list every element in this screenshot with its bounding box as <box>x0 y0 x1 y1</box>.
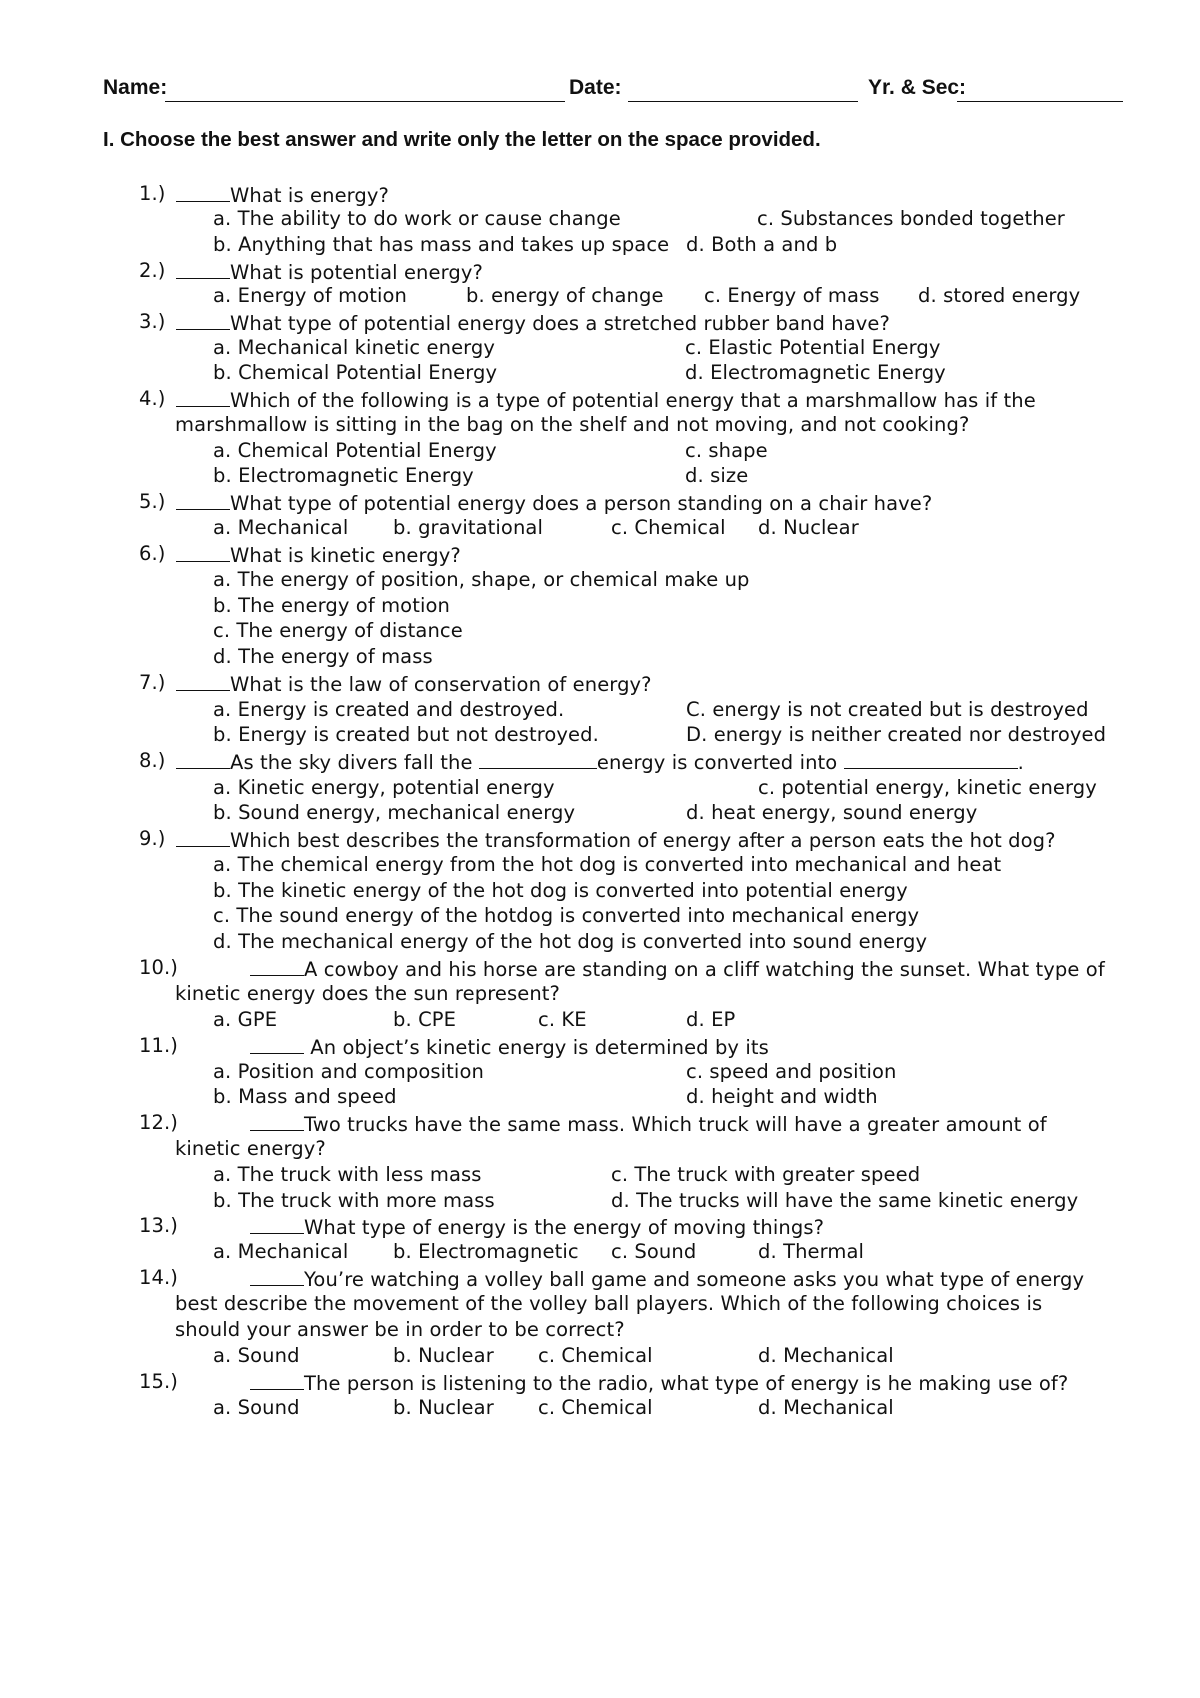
yr-sec-field[interactable] <box>957 101 1123 102</box>
answer-blank[interactable] <box>176 541 230 562</box>
name-field[interactable] <box>165 101 565 102</box>
option-d: d. Mechanical <box>758 1396 894 1419</box>
answer-blank[interactable] <box>250 1213 304 1234</box>
option-d: d. height and width <box>686 1085 878 1108</box>
option-a: a. The energy of position, shape, or chemical make up <box>213 568 750 591</box>
question-text: What is kinetic energy? <box>230 544 461 567</box>
options-row <box>0 1239 1200 1265</box>
option-c: c. KE <box>538 1008 587 1031</box>
option-b: b. Electromagnetic <box>393 1240 579 1263</box>
question-number: 13.) <box>139 1214 179 1237</box>
options-row <box>0 929 1200 955</box>
options-row <box>0 360 1200 386</box>
question-1 <box>0 181 1200 207</box>
option-b: b. Nuclear <box>393 1344 494 1367</box>
question-2 <box>0 258 1200 284</box>
option-a: a. The truck with less mass <box>213 1163 482 1186</box>
name-label: Name: <box>103 76 168 99</box>
option-b: b. The energy of motion <box>213 594 450 617</box>
option-c: c. Substances bonded together <box>757 207 1065 230</box>
option-a: a. Energy is created and destroyed. <box>213 698 565 721</box>
option-a: a. Kinetic energy, potential energy <box>213 776 555 799</box>
options-row <box>0 800 1200 826</box>
question-9 <box>0 826 1200 852</box>
answer-blank[interactable] <box>250 1265 304 1286</box>
option-c: c. Chemical <box>538 1396 653 1419</box>
question-text: best describe the movement of the volley ball players. Which of the following choices is <box>175 1292 1043 1315</box>
option-b: b. gravitational <box>393 516 543 539</box>
options-row <box>0 1343 1200 1369</box>
date-field[interactable] <box>628 101 858 102</box>
answer-blank[interactable] <box>176 748 230 769</box>
fill-in-blank[interactable] <box>479 748 597 769</box>
question-number: 15.) <box>139 1370 179 1393</box>
option-c: c. The sound energy of the hotdog is converted into mechanical energy <box>213 904 920 927</box>
option-b: b. Electromagnetic Energy <box>213 464 474 487</box>
question-11 <box>0 1033 1200 1059</box>
option-b: b. Mass and speed <box>213 1085 397 1108</box>
question-text: What type of potential energy does a person standing on a chair have? <box>230 492 933 515</box>
question-text: What is energy? <box>230 184 390 207</box>
option-c: C. energy is not created but is destroyed <box>686 698 1089 721</box>
option-a: a. Position and composition <box>213 1060 484 1083</box>
option-c: c. Energy of mass <box>704 284 880 307</box>
question-text: The person is listening to the radio, what type of energy is he making use of? <box>304 1372 1069 1395</box>
option-a: a. Mechanical kinetic energy <box>213 336 496 359</box>
question-text: What type of energy is the energy of moving things? <box>304 1216 825 1239</box>
option-a: a. Sound <box>213 1396 300 1419</box>
yr-sec-label: Yr. & Sec: <box>868 76 967 99</box>
options-row <box>0 232 1200 258</box>
option-b: b. The kinetic energy of the hot dog is converted into potential energy <box>213 879 908 902</box>
option-b: b. Energy is created but not destroyed. <box>213 723 599 746</box>
option-d: d. Electromagnetic Energy <box>685 361 946 384</box>
options-row <box>0 567 1200 593</box>
question-text-part3: . <box>1017 751 1024 774</box>
question-6 <box>0 541 1200 567</box>
options-row <box>0 206 1200 232</box>
option-b: b. Sound energy, mechanical energy <box>213 801 576 824</box>
options-row <box>0 463 1200 489</box>
option-a: a. Chemical Potential Energy <box>213 439 497 462</box>
question-14-continued <box>0 1317 1200 1343</box>
option-a: a. Mechanical <box>213 516 349 539</box>
option-c: c. The energy of distance <box>213 619 463 642</box>
question-number: 4.) <box>139 387 166 410</box>
question-text: An object’s kinetic energy is determined by its <box>304 1036 769 1059</box>
question-text: What is potential energy? <box>230 261 483 284</box>
option-d: d. stored energy <box>918 284 1081 307</box>
question-text: marshmallow is sitting in the bag on the shelf and not moving, and not cooking? <box>175 413 970 436</box>
option-a: a. Mechanical <box>213 1240 349 1263</box>
option-d: d. Both a and b <box>686 233 838 256</box>
question-3 <box>0 309 1200 335</box>
fill-in-blank[interactable] <box>844 748 1018 769</box>
question-12-continued <box>0 1136 1200 1162</box>
question-number: 14.) <box>139 1266 179 1289</box>
question-15 <box>0 1369 1200 1395</box>
question-text: kinetic energy? <box>175 1137 326 1160</box>
options-row <box>0 697 1200 723</box>
question-4-continued <box>0 412 1200 438</box>
question-number: 12.) <box>139 1111 179 1134</box>
option-c: c. The truck with greater speed <box>611 1163 921 1186</box>
options-row <box>0 335 1200 361</box>
question-10 <box>0 955 1200 981</box>
question-text: What is the law of conservation of energy? <box>230 673 652 696</box>
question-7 <box>0 670 1200 696</box>
option-b: b. Anything that has mass and takes up space <box>213 233 670 256</box>
option-d: d. size <box>685 464 749 487</box>
question-4 <box>0 386 1200 412</box>
question-text-part1: As the sky divers fall the <box>230 751 479 774</box>
answer-blank[interactable] <box>250 1033 304 1054</box>
options-row <box>0 438 1200 464</box>
question-text-part2: energy is converted into <box>596 751 844 774</box>
question-14-continued <box>0 1291 1200 1317</box>
option-c: c. Chemical <box>611 516 726 539</box>
question-number: 9.) <box>139 827 166 850</box>
question-number: 5.) <box>139 490 166 513</box>
question-text: Which best describes the transformation of energy after a person eats the hot dog? <box>230 829 1056 852</box>
options-row <box>0 1007 1200 1033</box>
instructions-heading: I. Choose the best answer and write only the letter on the space provided. <box>103 128 821 151</box>
question-number: 10.) <box>139 956 179 979</box>
options-row <box>0 852 1200 878</box>
answer-blank[interactable] <box>176 386 230 407</box>
question-12 <box>0 1110 1200 1136</box>
option-d: d. The trucks will have the same kinetic energy <box>611 1189 1079 1212</box>
options-row <box>0 1188 1200 1214</box>
option-b: b. The truck with more mass <box>213 1189 495 1212</box>
options-row <box>0 775 1200 801</box>
option-b: b. Nuclear <box>393 1396 494 1419</box>
question-13 <box>0 1213 1200 1239</box>
answer-blank[interactable] <box>176 670 230 691</box>
option-c: c. potential energy, kinetic energy <box>758 776 1097 799</box>
question-text: You’re watching a volley ball game and someone asks you what type of energy <box>304 1268 1085 1291</box>
option-a: a. Sound <box>213 1344 300 1367</box>
question-number: 2.) <box>139 259 166 282</box>
option-a: a. The ability to do work or cause change <box>213 207 621 230</box>
date-label: Date: <box>569 76 622 99</box>
options-row <box>0 878 1200 904</box>
question-number: 8.) <box>139 749 166 772</box>
question-number: 11.) <box>139 1034 179 1057</box>
option-c: c. Elastic Potential Energy <box>685 336 941 359</box>
option-d: d. The mechanical energy of the hot dog is converted into sound energy <box>213 930 928 953</box>
option-d: d. heat energy, sound energy <box>686 801 978 824</box>
options-row <box>0 283 1200 309</box>
option-c: c. Chemical <box>538 1344 653 1367</box>
option-d: d. EP <box>686 1008 736 1031</box>
options-row <box>0 1084 1200 1110</box>
option-b: b. Chemical Potential Energy <box>213 361 498 384</box>
option-c: c. shape <box>685 439 768 462</box>
option-a: a. GPE <box>213 1008 278 1031</box>
option-d: d. Mechanical <box>758 1344 894 1367</box>
options-row <box>0 1162 1200 1188</box>
answer-blank[interactable] <box>176 309 230 330</box>
answer-blank[interactable] <box>250 955 304 976</box>
option-d: D. energy is neither created nor destroyed <box>686 723 1107 746</box>
question-text: Which of the following is a type of potential energy that a marshmallow has if the <box>230 389 1036 412</box>
options-row <box>0 722 1200 748</box>
options-row <box>0 1395 1200 1421</box>
options-row <box>0 903 1200 929</box>
options-row <box>0 618 1200 644</box>
question-10-continued <box>0 981 1200 1007</box>
question-5 <box>0 489 1200 515</box>
question-number: 7.) <box>139 671 166 694</box>
answer-blank[interactable] <box>176 489 230 510</box>
question-text: Two trucks have the same mass. Which truck will have a greater amount of <box>304 1113 1047 1136</box>
answer-blank[interactable] <box>250 1110 304 1131</box>
option-a: a. Energy of motion <box>213 284 407 307</box>
question-text: should your answer be in order to be correct? <box>175 1318 625 1341</box>
question-14 <box>0 1265 1200 1291</box>
question-text: What type of potential energy does a stretched rubber band have? <box>230 312 890 335</box>
question-text: A cowboy and his horse are standing on a cliff watching the sunset. What type of <box>304 958 1105 981</box>
answer-blank[interactable] <box>250 1369 304 1390</box>
option-b: b. CPE <box>393 1008 457 1031</box>
question-number: 1.) <box>139 182 166 205</box>
option-c: c. speed and position <box>686 1060 897 1083</box>
option-d: d. Nuclear <box>758 516 859 539</box>
option-c: c. Sound <box>611 1240 697 1263</box>
options-row <box>0 515 1200 541</box>
question-number: 3.) <box>139 310 166 333</box>
student-info-header <box>103 74 1123 108</box>
answer-blank[interactable] <box>176 181 230 202</box>
question-number: 6.) <box>139 542 166 565</box>
question-8 <box>0 748 1200 774</box>
options-row <box>0 1059 1200 1085</box>
question-text: kinetic energy does the sun represent? <box>175 982 560 1005</box>
option-b: b. energy of change <box>466 284 664 307</box>
option-d: d. Thermal <box>758 1240 865 1263</box>
answer-blank[interactable] <box>176 826 230 847</box>
option-d: d. The energy of mass <box>213 645 433 668</box>
options-row <box>0 644 1200 670</box>
options-row <box>0 593 1200 619</box>
option-a: a. The chemical energy from the hot dog is converted into mechanical and heat <box>213 853 1002 876</box>
answer-blank[interactable] <box>176 258 230 279</box>
